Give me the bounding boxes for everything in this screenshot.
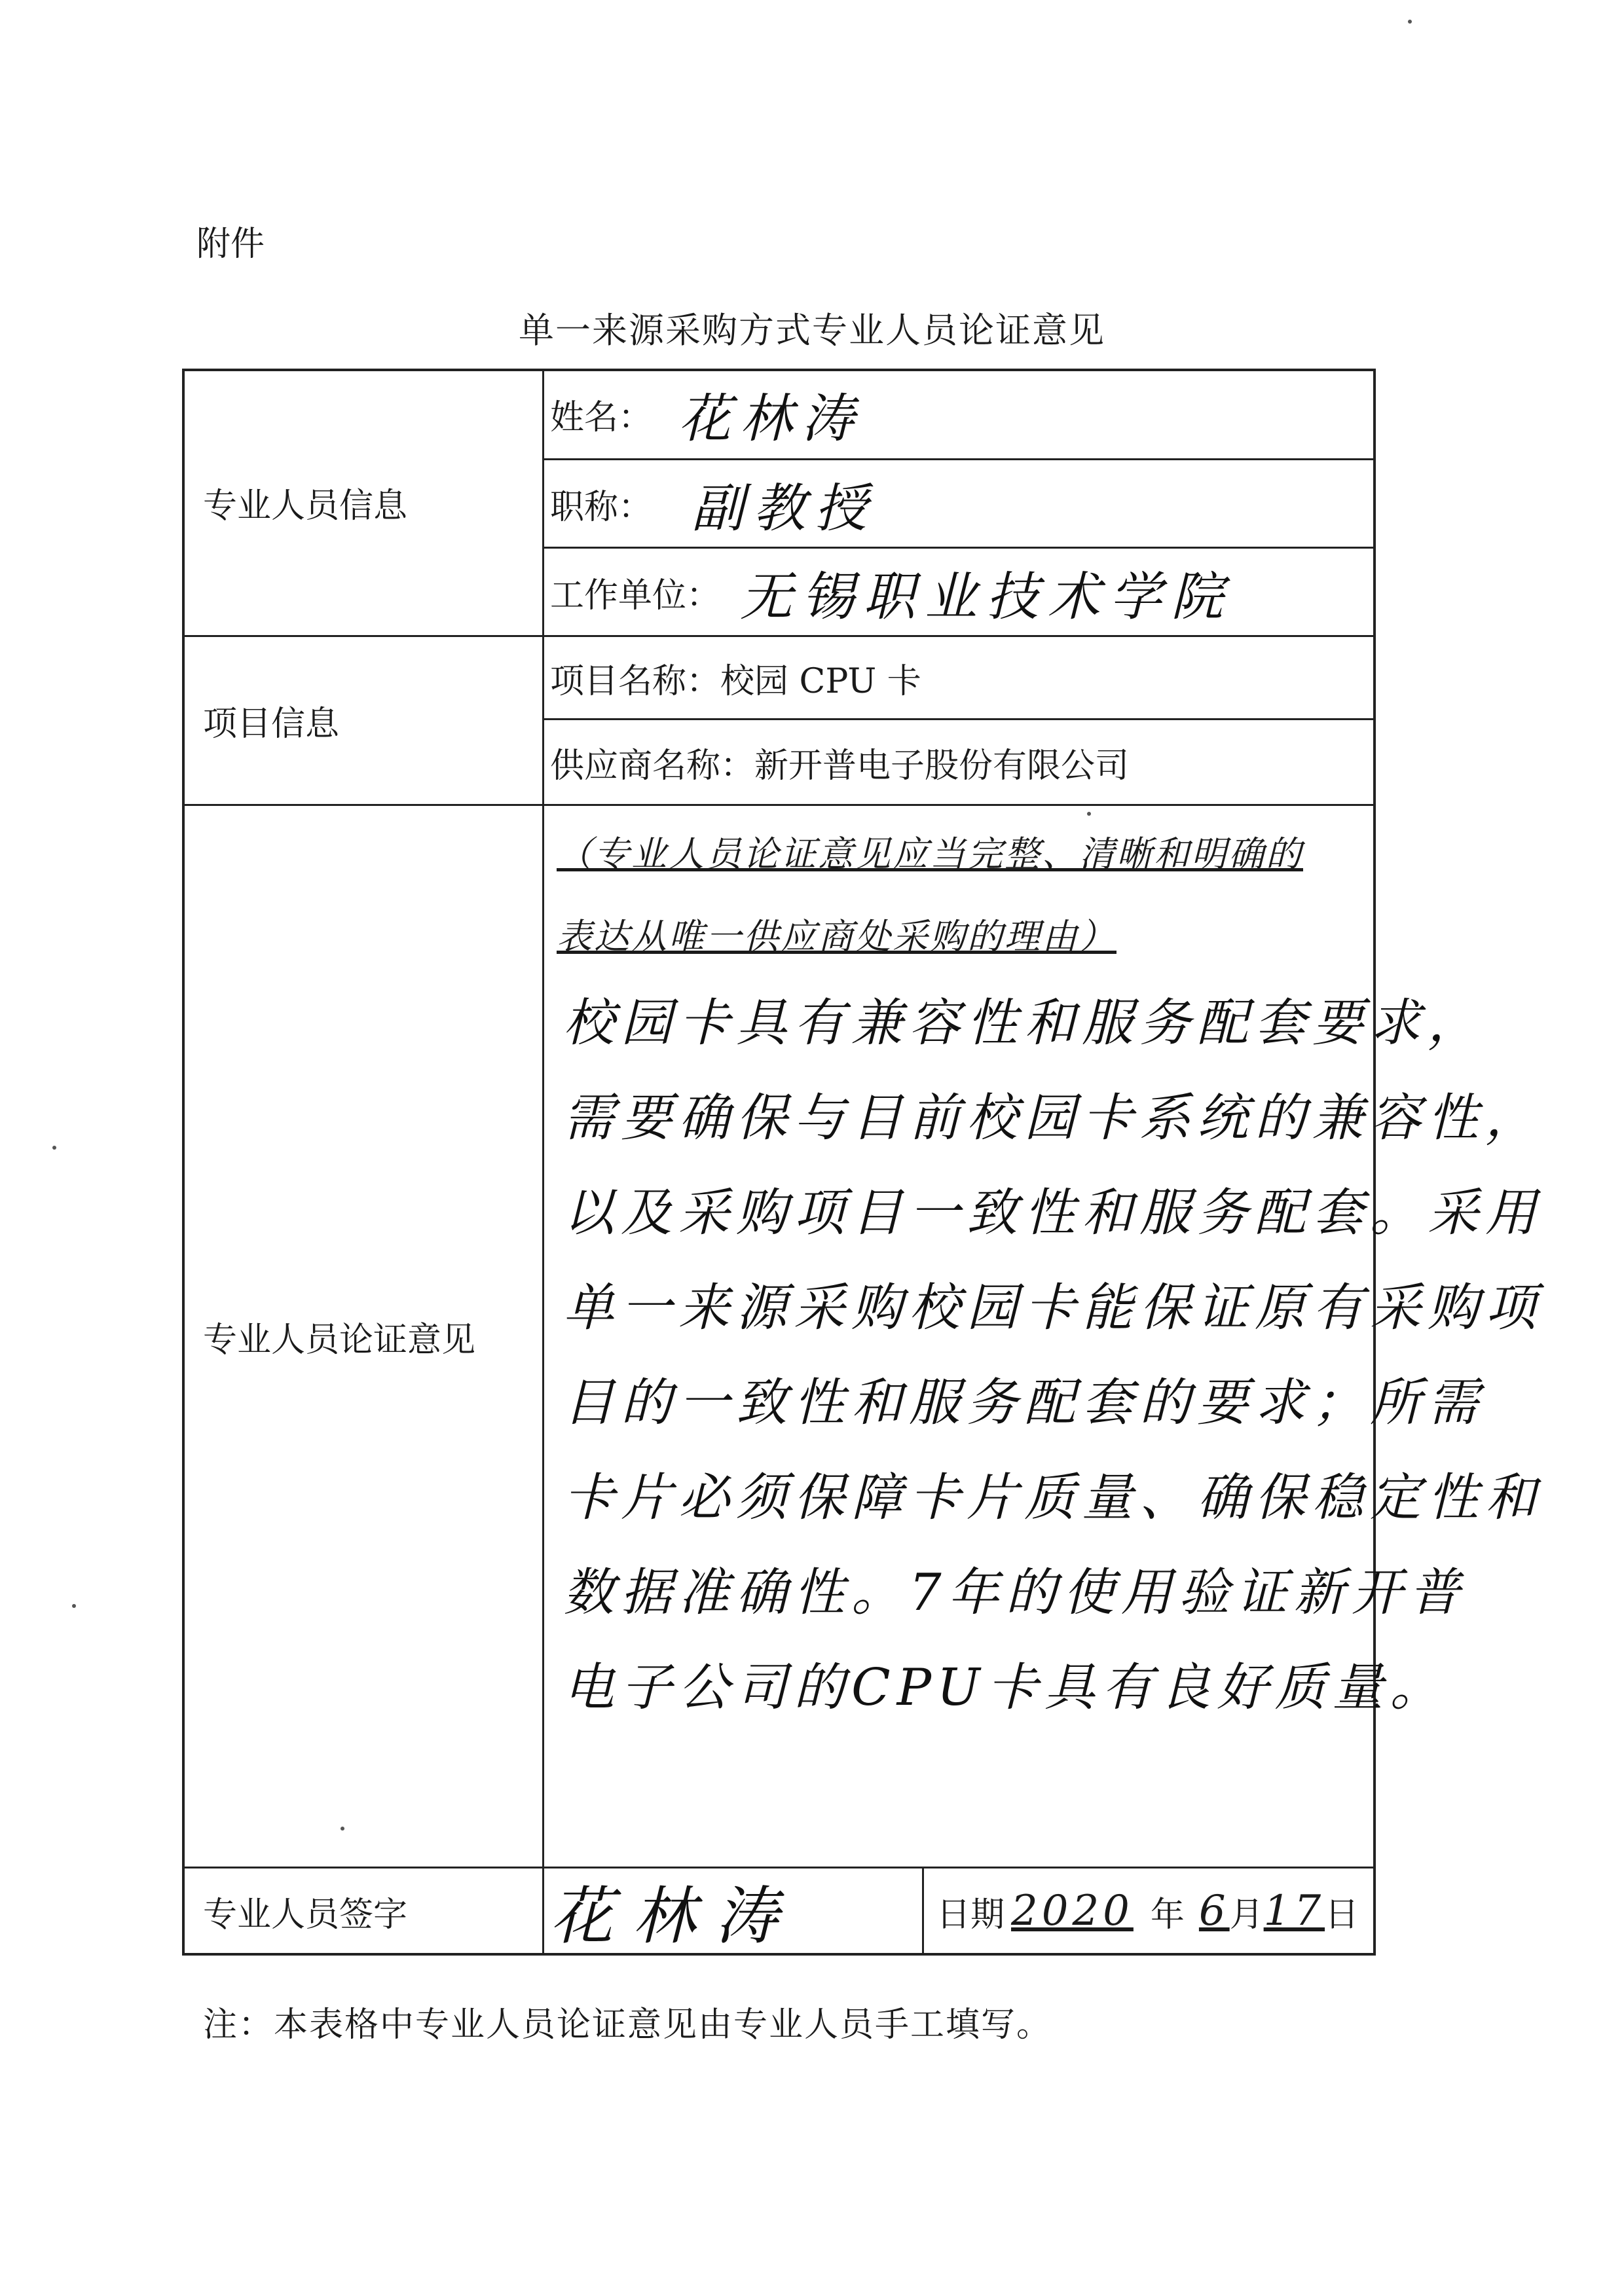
opinion-handwritten-line: 卡片必须保障卡片质量、确保稳定性和 [563,1468,1543,1527]
project-name-label: 项目名称： [550,661,721,701]
opinion-handwritten-line: 以及采购项目一致性和服务配套。采用 [563,1184,1543,1243]
date-day: 17 [1263,1887,1325,1935]
date-year-unit: 年 [1150,1895,1185,1935]
job-title-value: 副教授 [692,477,877,539]
scan-speck [341,1827,344,1831]
footer-note: 注：本表格中专业人员论证意见由专业人员手工填写。 [203,2005,1052,2045]
title-row [550,460,1369,547]
name-label: 姓名： [550,398,653,437]
scan-speck [1408,20,1412,24]
column-divider [542,369,544,1956]
scan-speck [1087,812,1091,816]
opinion-handwritten-line: 需要确保与目前校园卡系统的兼容性， [563,1089,1543,1148]
date-divider [922,1867,924,1956]
opinion-handwritten-line: 目的一致性和服务配套的要求；所需 [563,1374,1486,1432]
form-title: 单一来源采购方式专业人员论证意见 [519,310,1105,351]
job-title-label: 职称： [550,487,653,527]
signature-cell [550,1868,920,1954]
opinion-guide-line-2: 表达从唯一供应商处采购的理由） [557,916,1116,957]
signature-label: 专业人员签字 [203,1895,408,1935]
supplier-value: 新开普电子股份有限公司 [754,746,1130,786]
name-row [550,370,1369,458]
opinion-handwritten-line: 单一来源采购校园卡能保证原有采购项 [563,1279,1543,1338]
opinion-handwritten-line: 数据准确性。7年的使用验证新开普 [563,1563,1467,1622]
supplier-label: 供应商名称： [550,746,755,786]
scan-speck [72,1604,76,1608]
employer-value: 无锡职业技术学院 [740,566,1233,627]
scan-speck [52,1146,56,1150]
date-day-unit: 日 [1325,1895,1359,1935]
project-info-label: 项目信息 [203,704,340,744]
opinion-handwritten-line: 电子公司的CPU卡具有良好质量。 [563,1658,1448,1717]
date-cell [936,1868,1369,1954]
date-month: 6 [1198,1887,1230,1935]
date-month-unit: 月 [1229,1895,1264,1935]
date-year: 2020 [1011,1887,1134,1935]
project-name-row [550,637,1369,718]
supplier-row [550,720,1369,804]
professional-info-label: 专业人员信息 [203,486,408,526]
opinion-section-label: 专业人员论证意见 [203,1320,476,1360]
name-value: 花林涛 [678,388,864,449]
date-label: 日期 [936,1895,1005,1935]
employer-label: 工作单位： [550,575,721,615]
handwritten-signature: 花林涛 [550,1879,798,1953]
opinion-handwritten-line: 校园卡具有兼容性和服务配套要求， [563,994,1486,1053]
employer-row [550,549,1369,635]
opinion-guide-line-1: （专业人员论证意见应当完整、清晰和明确的 [557,833,1303,875]
project-name-value: 校园 CPU 卡 [720,661,921,701]
attachment-label: 附件 [196,225,265,264]
